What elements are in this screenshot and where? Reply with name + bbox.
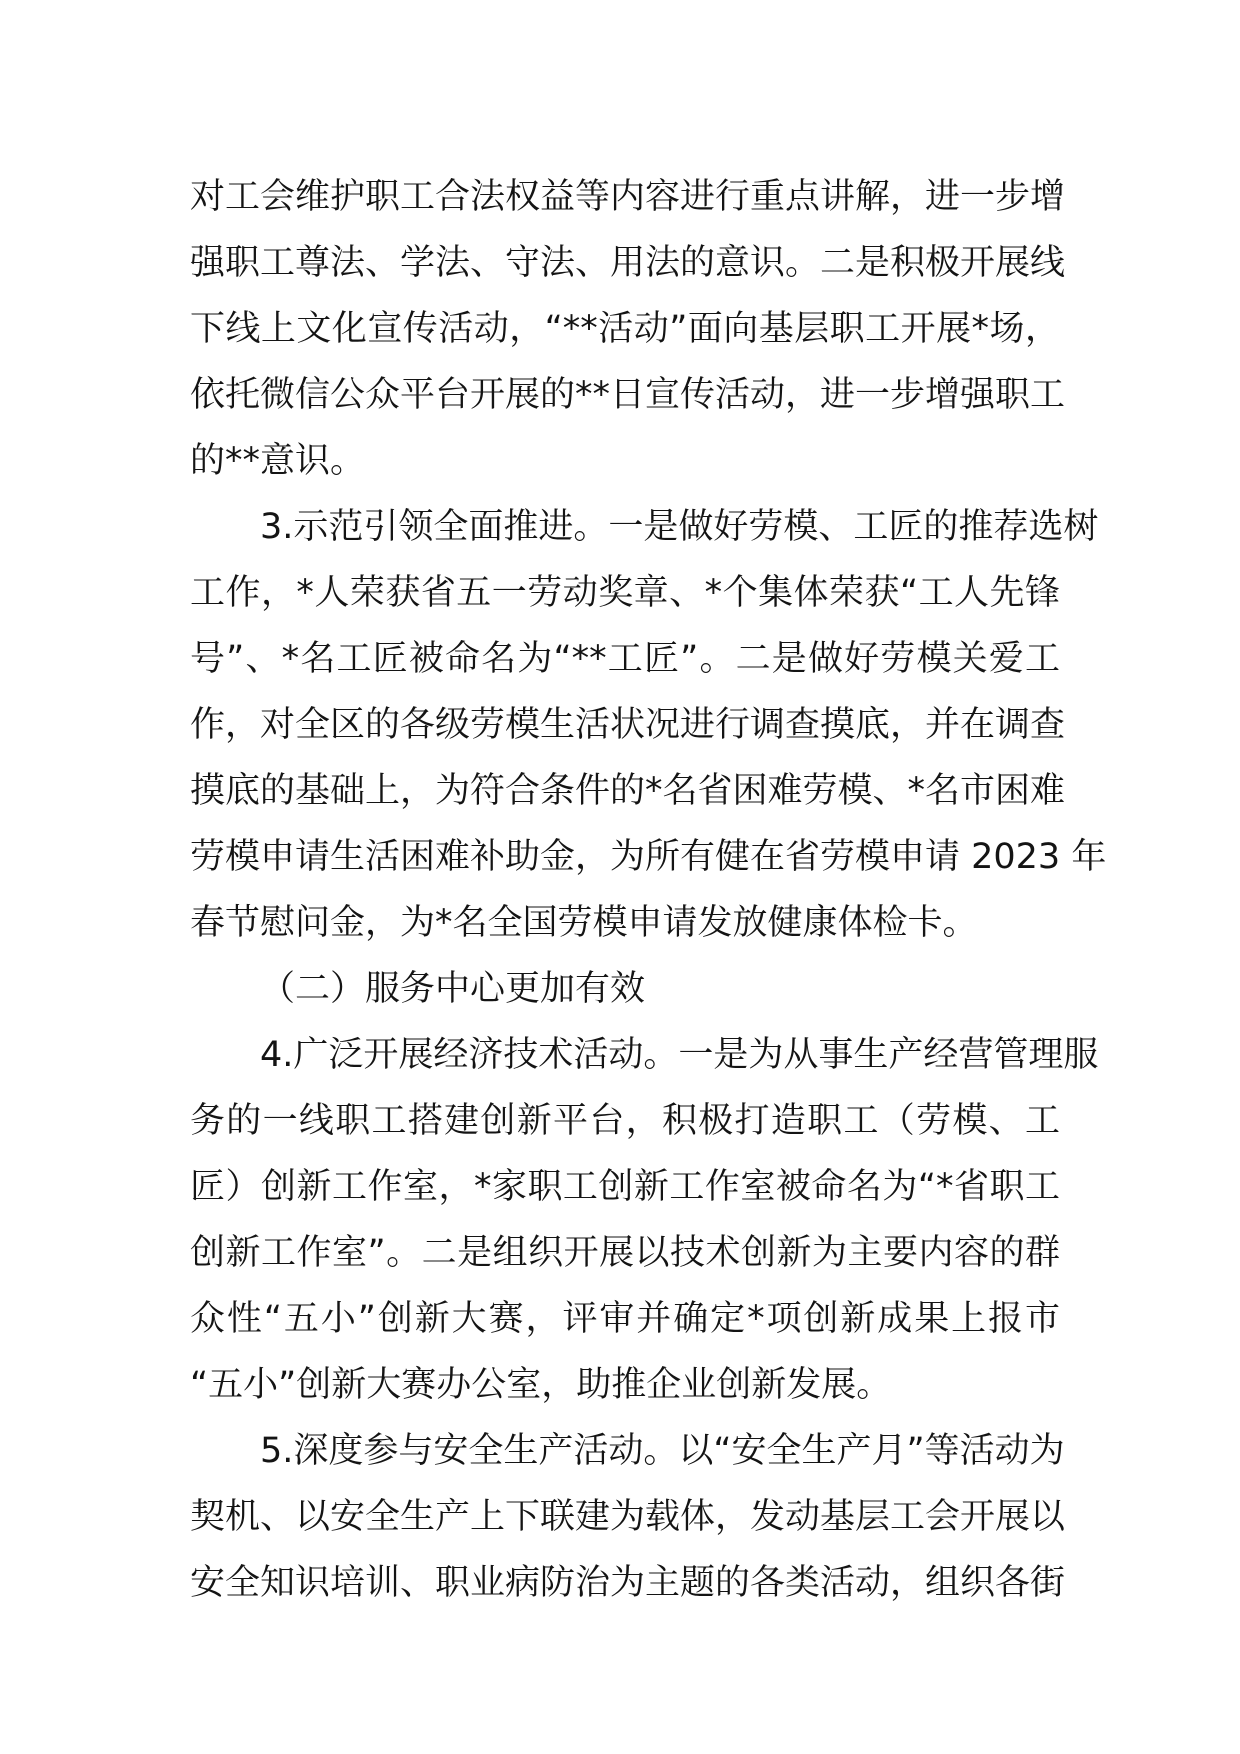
paragraph-line: 务的一线职工搭建创新平台，积极打造职工（劳模、工 [190,1101,1060,1141]
paragraph-line: 依托微信公众平台开展的**日宣传活动，进一步增强职工 [190,375,1066,415]
paragraph-line: 契机、以安全生产上下联建为载体，发动基层工会开展以 [190,1497,1066,1537]
paragraph-line: 下线上文化宣传活动，“**活动”面向基层职工开展*场， [190,309,1060,349]
paragraph-line: 强职工尊法、学法、守法、用法的意识。二是积极开展线 [190,243,1066,283]
paragraph-line: 春节慰问金，为*名全国劳模申请发放健康体检卡。 [190,903,978,943]
paragraph-line: 作，对全区的各级劳模生活状况进行调查摸底，并在调查 [190,705,1066,745]
section-heading: （二）服务中心更加有效 [260,969,646,1009]
paragraph-line: “五小”创新大赛办公室，助推企业创新发展。 [190,1365,892,1405]
paragraph-line: 创新工作室”。二是组织开展以技术创新为主要内容的群 [190,1233,1060,1273]
paragraph-line: 号”、*名工匠被命名为“**工匠”。二是做好劳模关爱工 [190,639,1060,679]
section-heading-line: 4.广泛开展经济技术活动。一是为从事生产经营管理服 [260,1035,1099,1075]
paragraph-line: 劳模申请生活困难补助金，为所有健在省劳模申请 2023 年 [190,837,1107,877]
paragraph-line: 摸底的基础上，为符合条件的*名省困难劳模、*名市困难 [190,771,1066,811]
paragraph-line: 众性“五小”创新大赛，评审并确定*项创新成果上报市 [190,1299,1060,1339]
paragraph-line: 工作，*人荣获省五一劳动奖章、*个集体荣获“工人先锋 [190,573,1060,613]
section-heading-line: 5.深度参与安全生产活动。以“安全生产月”等活动为 [260,1431,1065,1471]
paragraph-line: 的**意识。 [190,441,366,481]
paragraph-line: 安全知识培训、职业病防治为主题的各类活动，组织各街 [190,1563,1066,1603]
paragraph-line: 匠）创新工作室，*家职工创新工作室被命名为“*省职工 [190,1167,1060,1207]
paragraph-line: 对工会维护职工合法权益等内容进行重点讲解，进一步增 [190,177,1066,217]
section-heading-line: 3.示范引领全面推进。一是做好劳模、工匠的推荐选树 [260,507,1099,547]
